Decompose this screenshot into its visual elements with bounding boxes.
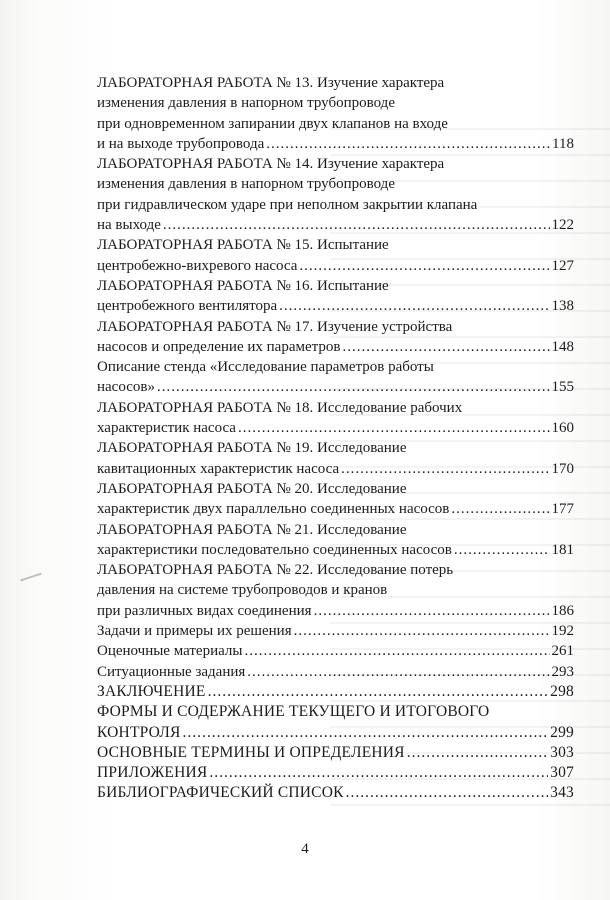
toc-entry xyxy=(97,520,574,561)
toc-entry-page-number: 186 xyxy=(551,602,574,619)
scan-mark xyxy=(20,573,42,582)
toc-entry-final-line xyxy=(97,662,574,682)
toc-entry xyxy=(97,276,574,317)
toc-entry-line: ЛАБОРАТОРНАЯ РАБОТА № 17. Изучение устройства xyxy=(97,318,453,335)
toc-entry-line: ЛАБОРАТОРНАЯ РАБОТА № 19. Исследование xyxy=(97,440,407,457)
toc-entry-title: насосов и определение их параметров xyxy=(97,338,341,355)
toc-entry-title: центробежно-вихревого насоса xyxy=(97,257,298,274)
dot-leader xyxy=(346,783,549,803)
toc-entry-final-line xyxy=(97,459,574,479)
toc-entry-title: ЗАКЛЮЧЕНИЕ xyxy=(97,682,206,700)
dot-leader xyxy=(208,682,549,702)
dot-leader xyxy=(451,499,549,519)
toc-entry-page-number: 192 xyxy=(551,623,574,640)
toc-entry-final-line xyxy=(97,296,574,316)
toc-entry-final-line xyxy=(97,641,574,661)
toc-entry-line: ФОРМЫ И СОДЕРЖАНИЕ ТЕКУЩЕГО И ИТОГОВОГО xyxy=(97,703,490,721)
dot-leader xyxy=(342,337,549,357)
toc-entry-title: Задачи и примеры их решения xyxy=(97,623,292,640)
toc-entry-page-number: 303 xyxy=(550,743,574,761)
toc-entry-line: при одновременном запирании двух клапанов на входе xyxy=(97,115,448,132)
toc-entry-final-line xyxy=(97,256,574,276)
toc-entry-final-line xyxy=(97,540,574,560)
toc-entry-title: насосов» xyxy=(97,379,155,396)
toc-entry-line: ЛАБОРАТОРНАЯ РАБОТА № 15. Испытание xyxy=(97,237,389,254)
toc-entry-line: ЛАБОРАТОРНАЯ РАБОТА № 20. Исследование xyxy=(97,480,407,497)
dot-leader xyxy=(294,621,550,641)
toc-entry xyxy=(97,743,574,763)
toc-entry-title: Оценочные материалы xyxy=(97,643,243,660)
toc-entry-final-line xyxy=(97,621,574,641)
dot-leader xyxy=(407,743,548,763)
dot-leader xyxy=(341,459,549,479)
dot-leader xyxy=(266,134,550,154)
toc-entry xyxy=(97,438,574,479)
toc-entry-final-line xyxy=(97,134,574,154)
toc-entry-final-line xyxy=(97,377,574,397)
toc-entry-line: ЛАБОРАТОРНАЯ РАБОТА № 21. Исследование xyxy=(97,521,407,538)
toc-entry-final-line xyxy=(97,337,574,357)
dot-leader xyxy=(238,418,550,438)
toc-entry-title: кавитационных характеристик насоса xyxy=(97,460,340,477)
dot-leader xyxy=(247,662,549,682)
toc-entry-page-number: 261 xyxy=(551,643,574,660)
toc-entry-line: изменения давления в напорном трубопроводе xyxy=(97,95,395,112)
toc-entry-title: на выходе xyxy=(97,217,161,234)
toc-entry xyxy=(97,560,574,621)
toc-entry xyxy=(97,763,574,783)
toc-entry-page-number: 181 xyxy=(551,541,574,558)
toc-entry xyxy=(97,235,574,276)
toc-entry-page-number: 293 xyxy=(551,663,574,680)
toc-entry-page-number: 148 xyxy=(551,338,574,355)
toc-entry-final-line xyxy=(97,499,574,519)
toc-entry-line: ЛАБОРАТОРНАЯ РАБОТА № 13. Изучение характера xyxy=(97,75,445,91)
toc-entry-title: при различных видах соединения xyxy=(97,602,312,619)
toc-entry xyxy=(97,317,574,358)
toc-entry-page-number: 122 xyxy=(551,217,574,234)
toc-entry xyxy=(97,398,574,439)
toc-entry xyxy=(97,641,574,661)
toc-entry-line: ЛАБОРАТОРНАЯ РАБОТА № 22. Исследование потерь xyxy=(97,562,454,579)
toc-entry-title: КОНТРОЛЯ xyxy=(97,723,181,741)
dot-leader xyxy=(454,540,550,560)
toc-entry-title: и на выходе трубопровода xyxy=(97,135,265,152)
dot-leader xyxy=(299,256,549,276)
toc-entry xyxy=(97,783,574,803)
toc-entry-title: ОСНОВНЫЕ ТЕРМИНЫ И ОПРЕДЕЛЕНИЯ xyxy=(97,743,405,761)
toc-entry-line: Описание стенда «Исследование параметров работы xyxy=(97,359,434,376)
toc-entry-page-number: 118 xyxy=(552,135,574,152)
dot-leader xyxy=(209,763,548,783)
toc-entry-title: БИБЛИОГРАФИЧЕСКИЙ СПИСОК xyxy=(97,784,344,802)
toc-entry-title: характеристики последовательно соединенных насосов xyxy=(97,541,452,558)
toc-entry xyxy=(97,702,574,743)
dot-leader xyxy=(157,377,550,397)
toc-entry-title: Ситуационные задания xyxy=(97,663,246,680)
toc-entry-page-number: 307 xyxy=(550,764,574,782)
toc-entry-title: характеристик насоса xyxy=(97,420,236,437)
dot-leader xyxy=(183,723,549,743)
toc-entry-final-line xyxy=(97,763,574,783)
toc-entry-title: характеристик двух параллельно соединенных насосов xyxy=(97,501,450,518)
toc-entry xyxy=(97,73,574,154)
toc-entry-page-number: 155 xyxy=(551,379,574,396)
toc-entry-final-line xyxy=(97,743,574,763)
toc-entry-page-number: 298 xyxy=(550,682,574,700)
dot-leader xyxy=(279,296,549,316)
toc-entry xyxy=(97,479,574,520)
toc-entry-final-line xyxy=(97,215,574,235)
toc-entry-final-line xyxy=(97,418,574,438)
toc-entry-line: ЛАБОРАТОРНАЯ РАБОТА № 14. Изучение характера xyxy=(97,156,445,173)
toc-entry-page-number: 160 xyxy=(551,420,574,437)
dot-leader xyxy=(314,601,550,621)
toc-entry-page-number: 127 xyxy=(551,257,574,274)
page-number: 4 xyxy=(301,841,309,857)
toc-entry-final-line xyxy=(97,783,574,803)
toc-entry-title: ПРИЛОЖЕНИЯ xyxy=(97,764,208,782)
toc-entry-page-number: 177 xyxy=(551,501,574,518)
table-of-contents xyxy=(97,73,574,804)
toc-entry-page-number: 138 xyxy=(551,298,574,315)
toc-entry-title: центробежного вентилятора xyxy=(97,298,278,315)
toc-entry xyxy=(97,662,574,682)
dot-leader xyxy=(244,641,549,661)
dot-leader xyxy=(163,215,550,235)
toc-entry-final-line xyxy=(97,601,574,621)
toc-entry-final-line xyxy=(97,682,574,702)
toc-entry-line: ЛАБОРАТОРНАЯ РАБОТА № 18. Исследование рабочих xyxy=(97,399,463,416)
toc-entry xyxy=(97,154,574,235)
toc-entry-page-number: 170 xyxy=(551,460,574,477)
toc-entry xyxy=(97,682,574,702)
toc-entry-page-number: 343 xyxy=(550,784,574,802)
toc-entry-page-number: 299 xyxy=(550,723,574,741)
toc-entry xyxy=(97,357,574,398)
toc-entry-final-line xyxy=(97,723,574,743)
toc-entry-line: давления на системе трубопроводов и кранов xyxy=(97,582,388,599)
toc-entry-line: изменения давления в напорном трубопроводе xyxy=(97,176,395,193)
toc-entry xyxy=(97,621,574,641)
toc-entry-line: ЛАБОРАТОРНАЯ РАБОТА № 16. Испытание xyxy=(97,277,389,294)
toc-entry-line: при гидравлическом ударе при неполном закрытии клапана xyxy=(97,196,478,213)
